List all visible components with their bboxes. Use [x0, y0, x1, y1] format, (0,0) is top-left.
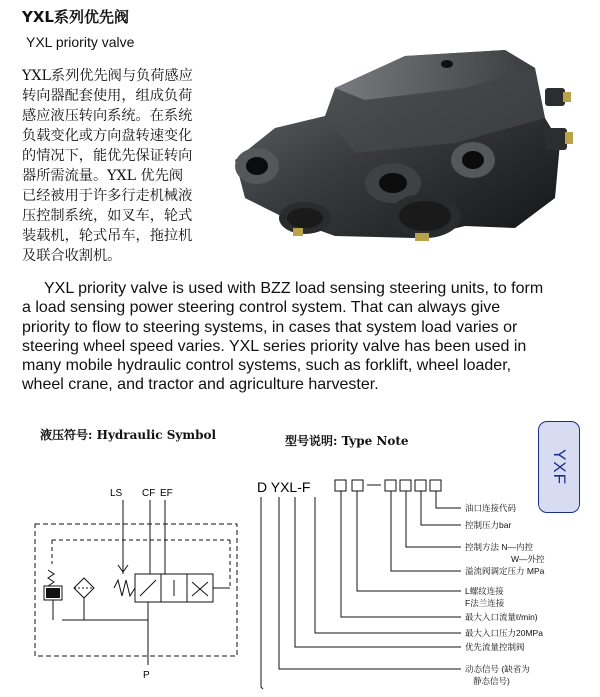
- annotation: 控制方法 N—内控: [465, 542, 534, 552]
- intro-en-line: many mobile hydraulic control systems, such as forklift, wheel loader,: [22, 357, 512, 375]
- annotation: 动态信号 (缺省为: [465, 664, 530, 674]
- intro-cn-line: 已经被用于许多行走机械液: [22, 188, 193, 204]
- intro-cn-line: 器所需流量。YXL 优先阀: [22, 168, 184, 184]
- annotation: 溢流阀调定压力 MPa: [465, 566, 545, 576]
- annotation: F法兰连接: [465, 598, 505, 608]
- hydraulic-symbol-diagram: [30, 470, 260, 690]
- intro-en-line: steering wheel speed varies. YXL series priority valve has been used in: [22, 337, 527, 355]
- intro-en-line: priority to flow to steering systems, in cases that system load varies or: [22, 318, 518, 336]
- annotation: 优先流量控制阀: [465, 642, 525, 652]
- intro-chinese: [22, 66, 212, 266]
- intro-en-line: a load sensing power steering control system. That can always give: [22, 299, 501, 317]
- title-chinese: YXL系列优先阀: [22, 8, 129, 26]
- intro-cn-line: 感应液压转向系统。在系统: [22, 108, 193, 124]
- intro-cn-line: 及联合收割机。: [22, 248, 122, 264]
- intro-en-line: YXL priority valve is used with BZZ load sensing steering units, to form: [44, 280, 544, 297]
- intro-cn-line: 装载机，轮式吊车，拖拉机: [22, 228, 193, 244]
- intro-cn-line: 负载变化或方向盘转速变化: [22, 128, 193, 144]
- annotation: 控制压力bar: [465, 520, 512, 530]
- port-ef: EF: [160, 488, 173, 499]
- side-tab-label: YXF: [550, 448, 569, 486]
- annotation: 最大入口压力20MPa: [465, 628, 543, 638]
- annotation: 最大入口流量ℓ/min): [465, 612, 538, 622]
- annotation: 静态信号): [473, 676, 510, 686]
- intro-cn-line: 转向器配套使用，组成负荷: [22, 88, 193, 104]
- code-prefix: D YXL-F: [257, 479, 311, 495]
- intro-cn-line: YXL系列优先阀与负荷感应: [22, 68, 193, 84]
- title-english: YXL priority valve: [26, 34, 135, 50]
- intro-english: [22, 279, 582, 395]
- intro-en-line: wheel crane, and tractor and agriculture harvester.: [22, 376, 379, 394]
- intro-cn-line: 的情况下，能优先保证转向: [22, 148, 193, 164]
- port-cf: CF: [142, 488, 156, 499]
- annotation: L螺纹连接: [465, 586, 504, 596]
- intro-cn-line: 压控制系统，如叉车，轮式: [22, 208, 193, 224]
- annotation: W—外控: [511, 554, 545, 564]
- annotation: 油口连接代码: [465, 503, 517, 513]
- port-ls: LS: [110, 488, 123, 499]
- valve-photo: [215, 48, 585, 253]
- type-note-diagram: [255, 475, 555, 690]
- hydraulic-symbol-label: 液压符号: Hydraulic Symbol: [40, 428, 217, 442]
- port-p: P: [143, 670, 150, 681]
- type-note-label: 型号说明: Type Note: [285, 434, 409, 448]
